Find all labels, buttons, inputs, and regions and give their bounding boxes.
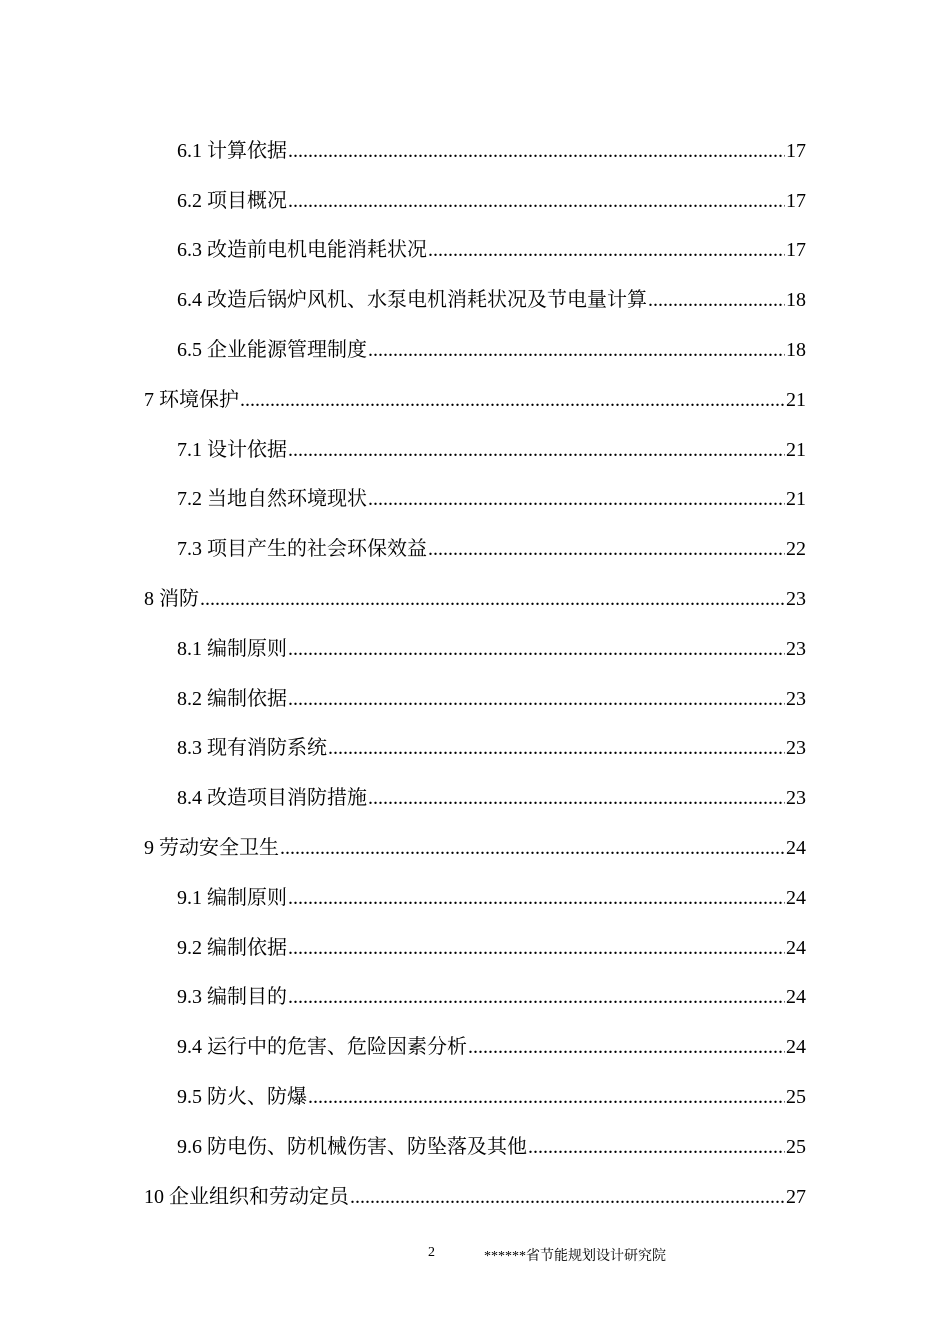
toc-entry[interactable]: [0, 126, 950, 176]
toc-entry-page: 25: [786, 1086, 806, 1109]
page-footer: [0, 1245, 950, 1265]
toc-entry-page: 21: [786, 488, 806, 511]
toc-entry[interactable]: [0, 226, 950, 276]
toc-entry[interactable]: [0, 923, 950, 973]
toc-dot-leader: [468, 1037, 785, 1057]
footer-organization: ******省节能规划设计研究院: [484, 1249, 666, 1264]
toc-dot-leader: [288, 639, 785, 659]
toc-entry-title: 8.4 改造项目消防措施: [177, 787, 367, 810]
toc-entry-page: 24: [786, 837, 806, 860]
toc-entry-title: 10 企业组织和劳动定员: [144, 1185, 349, 1208]
toc-entry[interactable]: [0, 1122, 950, 1172]
toc-entry[interactable]: [0, 574, 950, 624]
toc-dot-leader: [200, 589, 785, 609]
toc-entry-title: 9.4 运行中的危害、危险因素分析: [177, 1036, 467, 1059]
toc-entry[interactable]: [0, 674, 950, 724]
toc-entry-page: 22: [786, 538, 806, 561]
toc-dot-leader: [328, 738, 785, 758]
toc-dot-leader: [288, 689, 785, 709]
toc-dot-leader: [280, 838, 785, 858]
toc-entry[interactable]: [0, 425, 950, 475]
toc-entry[interactable]: [0, 475, 950, 525]
toc-entry[interactable]: [0, 524, 950, 574]
toc-entry-page: 21: [786, 438, 806, 461]
toc-entry-page: 27: [786, 1185, 806, 1208]
toc-entry-title: 6.4 改造后锅炉风机、水泵电机消耗状况及节电量计算: [177, 289, 647, 312]
toc-entry[interactable]: [0, 973, 950, 1023]
toc-dot-leader: [428, 539, 785, 559]
toc-entry-page: 17: [786, 139, 806, 162]
toc-entry-title: 8 消防: [144, 588, 199, 611]
toc-entry-page: 17: [786, 189, 806, 212]
toc-entry-title: 7 环境保护: [144, 388, 239, 411]
toc-entry-page: 18: [786, 289, 806, 312]
toc-entry-page: 24: [786, 886, 806, 909]
toc-dot-leader: [288, 191, 785, 211]
toc-entry-title: 6.5 企业能源管理制度: [177, 339, 367, 362]
toc-entry[interactable]: [0, 325, 950, 375]
toc-entry-page: 24: [786, 1036, 806, 1059]
toc-entry-page: 23: [786, 637, 806, 660]
toc-entry-title: 9 劳动安全卫生: [144, 837, 279, 860]
toc-dot-leader: [350, 1187, 785, 1207]
toc-entry[interactable]: [0, 624, 950, 674]
toc-entry-title: 9.5 防火、防爆: [177, 1086, 307, 1109]
toc-dot-leader: [288, 141, 785, 161]
toc-dot-leader: [288, 888, 785, 908]
toc-entry-title: 6.1 计算依据: [177, 139, 287, 162]
toc-entry-title: 9.2 编制依据: [177, 936, 287, 959]
toc-dot-leader: [368, 489, 785, 509]
toc-dot-leader: [288, 938, 785, 958]
toc-dot-leader: [308, 1087, 785, 1107]
toc-entry-page: 23: [786, 787, 806, 810]
toc-entry-page: 23: [786, 687, 806, 710]
toc-entry-page: 18: [786, 339, 806, 362]
footer-page-number: 2: [428, 1245, 435, 1260]
toc-entry-page: 24: [786, 936, 806, 959]
toc-dot-leader: [288, 440, 785, 460]
toc-entry-page: 24: [786, 986, 806, 1009]
toc-entry-page: 23: [786, 588, 806, 611]
toc-entry-title: 7.2 当地自然环境现状: [177, 488, 367, 511]
table-of-contents: [0, 126, 950, 1222]
toc-entry-title: 6.3 改造前电机电能消耗状况: [177, 239, 427, 262]
toc-entry-title: 8.2 编制依据: [177, 687, 287, 710]
toc-entry-page: 21: [786, 388, 806, 411]
toc-entry-title: 8.3 现有消防系统: [177, 737, 327, 760]
toc-entry[interactable]: [0, 375, 950, 425]
toc-entry[interactable]: [0, 873, 950, 923]
toc-dot-leader: [528, 1137, 785, 1157]
toc-entry-page: 17: [786, 239, 806, 262]
toc-entry-title: 8.1 编制原则: [177, 637, 287, 660]
toc-dot-leader: [368, 340, 785, 360]
toc-entry-title: 6.2 项目概况: [177, 189, 287, 212]
toc-dot-leader: [368, 788, 785, 808]
toc-entry-title: 9.6 防电伤、防机械伤害、防坠落及其他: [177, 1135, 527, 1158]
toc-entry[interactable]: [0, 1072, 950, 1122]
toc-entry[interactable]: [0, 1172, 950, 1222]
toc-dot-leader: [240, 390, 785, 410]
toc-entry-title: 7.3 项目产生的社会环保效益: [177, 538, 427, 561]
toc-entry[interactable]: [0, 724, 950, 774]
toc-entry[interactable]: [0, 275, 950, 325]
toc-entry-title: 9.3 编制目的: [177, 986, 287, 1009]
toc-entry-title: 7.1 设计依据: [177, 438, 287, 461]
toc-entry-page: 23: [786, 737, 806, 760]
toc-entry[interactable]: [0, 823, 950, 873]
toc-entry-title: 9.1 编制原则: [177, 886, 287, 909]
toc-entry[interactable]: [0, 1022, 950, 1072]
toc-entry[interactable]: [0, 176, 950, 226]
toc-entry[interactable]: [0, 773, 950, 823]
toc-entry-page: 25: [786, 1135, 806, 1158]
toc-dot-leader: [288, 987, 785, 1007]
toc-dot-leader: [648, 290, 785, 310]
toc-dot-leader: [428, 240, 785, 260]
